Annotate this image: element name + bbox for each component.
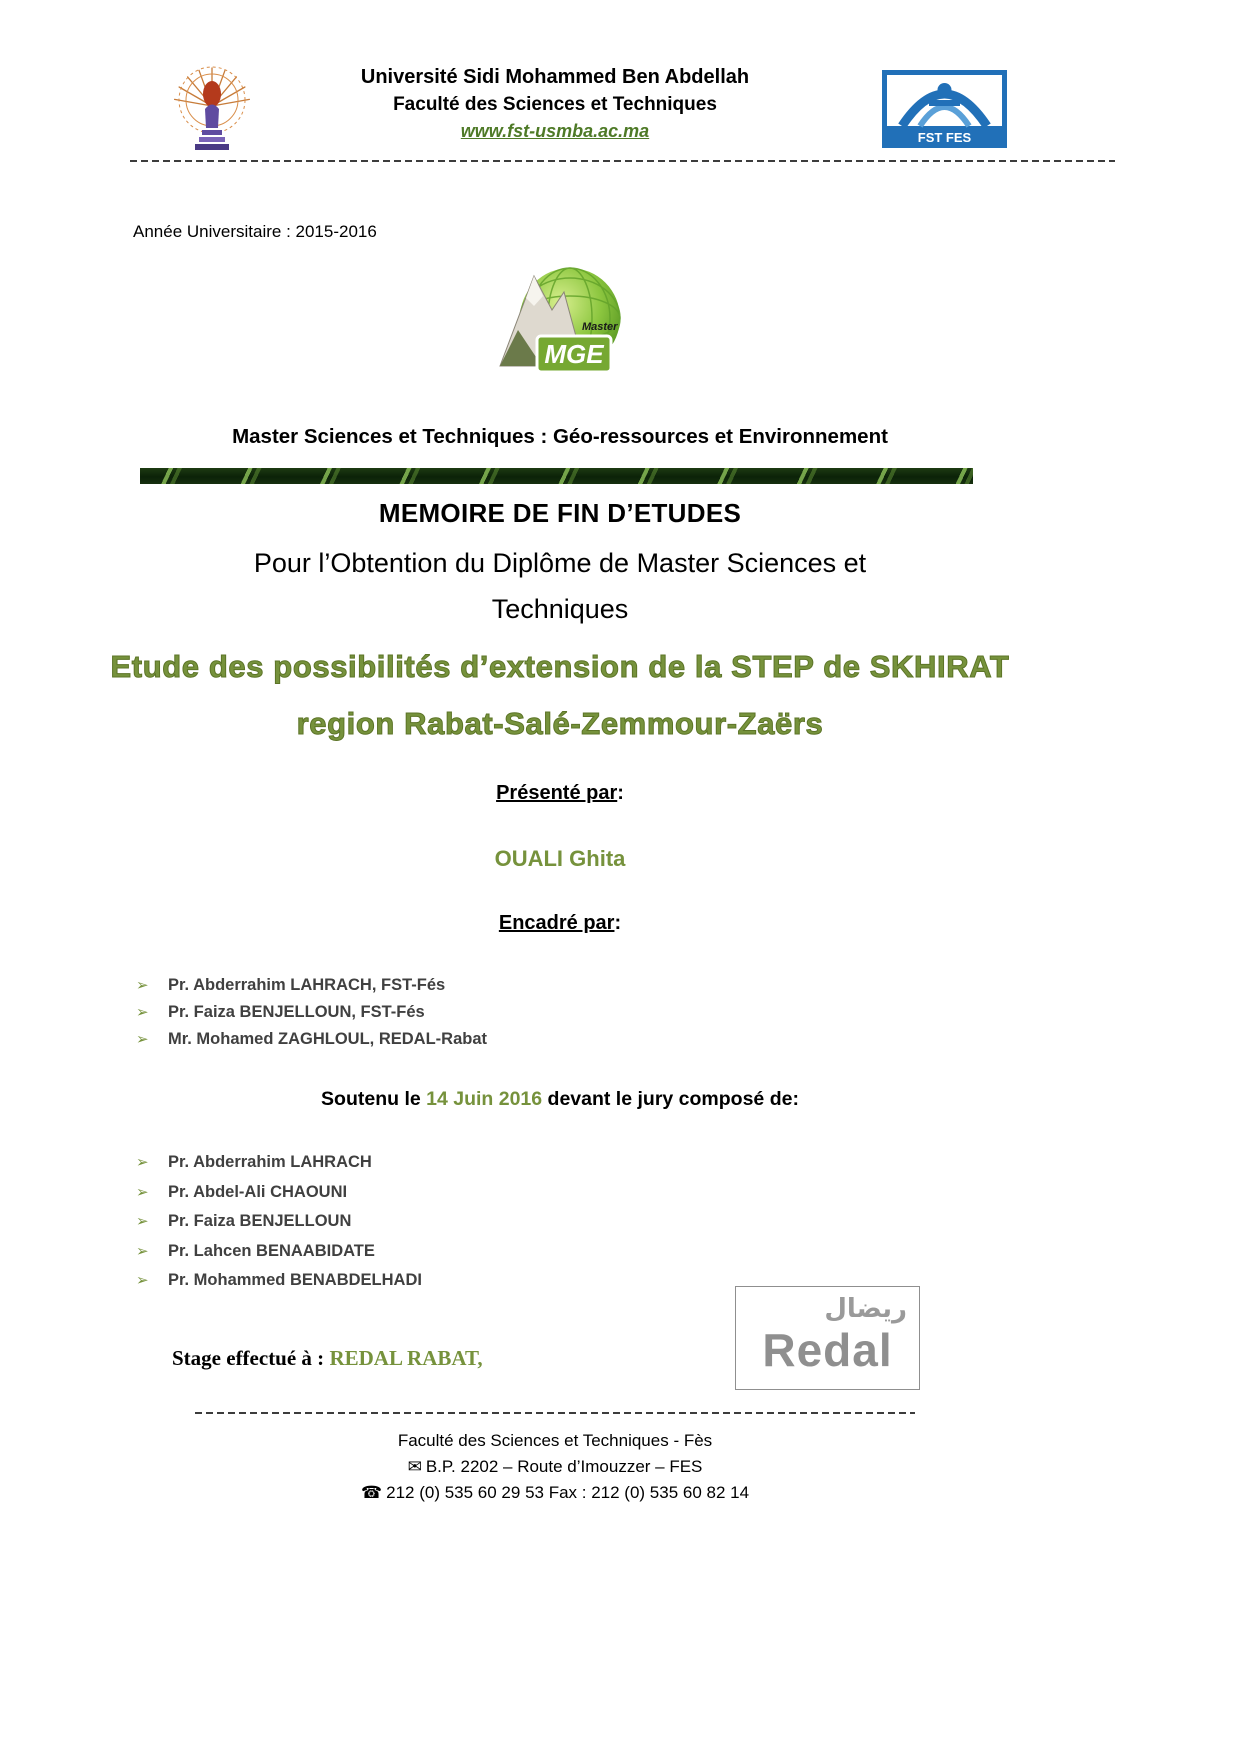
supervised-by-label: Encadré par: [498, 912, 622, 934]
program-title: Master Sciences et Techniques : Géo-ressources et Environnement [232, 425, 888, 448]
jury-list [136, 1148, 422, 1296]
defense-statement: Soutenu le 14 Juin 2016 devant le jury composé de: [321, 1088, 799, 1110]
thesis-title-line1: Etude des possibilités d’extension de la STEP de SKHIRAT [110, 649, 1010, 684]
supervisor-name: Mr. Mohamed ZAGHLOUL, REDAL-Rabat [168, 1030, 488, 1048]
arrow-bullet-icon: ➢ [136, 1272, 149, 1289]
supervisor-name: Pr. Abderrahim LAHRACH, FST-Fés [168, 976, 446, 994]
footer-phone-line: ☎ 212 (0) 535 60 29 53 Fax : 212 (0) 535 60 82 14 [360, 1483, 750, 1502]
list-item [136, 1026, 487, 1053]
faculty-name: Faculté des Sciences et Techniques [393, 94, 717, 115]
redal-logo [735, 1286, 920, 1390]
jury-member-name: Pr. Lahcen BENAABIDATE [168, 1241, 375, 1260]
section-divider-bar [140, 468, 973, 484]
list-item [136, 972, 487, 999]
footer-address-line: ✉ B.P. 2202 – Route d’Imouzzer – FES [407, 1457, 703, 1476]
memoire-subtitle-line2: Techniques [491, 594, 629, 624]
website-link[interactable]: www.fst-usmba.ac.ma [460, 121, 650, 141]
list-item [136, 1266, 422, 1296]
arrow-bullet-icon: ➢ [136, 1213, 149, 1230]
footer [0, 1428, 1110, 1506]
jury-member-name: Pr. Abderrahim LAHRACH [168, 1153, 372, 1171]
jury-member-name: Pr. Mohammed BENABDELHADI [168, 1271, 422, 1289]
university-name: Université Sidi Mohammed Ben Abdellah [360, 66, 750, 88]
thesis-title [0, 638, 1120, 752]
jury-member-name: Pr. Abdel-Ali CHAOUNI [168, 1182, 348, 1201]
master-mge-logo [482, 258, 632, 400]
header-institution-block [180, 64, 930, 146]
arrow-bullet-icon: ➢ [136, 1004, 149, 1021]
list-item [136, 1148, 422, 1178]
arrow-bullet-icon: ➢ [136, 1183, 149, 1201]
memoire-subtitle-line1: Pour l’Obtention du Diplôme de Master Sciences et [253, 548, 867, 578]
supervisor-name: Pr. Faiza BENJELLOUN, FST-Fés [168, 1003, 425, 1021]
footer-divider [195, 1412, 915, 1414]
phone-icon: ☎ [360, 1483, 383, 1502]
jury-member-name: Pr. Faiza BENJELLOUN [168, 1212, 352, 1230]
mge-master-label: Master [582, 321, 618, 333]
arrow-bullet-icon: ➢ [136, 1242, 149, 1260]
list-item [136, 999, 487, 1026]
thesis-title-line2: region Rabat-Salé-Zemmour-Zaërs [296, 706, 824, 741]
header-divider [130, 160, 1115, 162]
redal-arabic-text: ريضال [824, 1293, 907, 1323]
supervisors-list [136, 972, 487, 1053]
footer-faculty-line: Faculté des Sciences et Techniques - Fès [397, 1431, 713, 1450]
list-item [136, 1178, 422, 1208]
list-item [136, 1207, 422, 1237]
memoire-heading: MEMOIRE DE FIN D’ETUDES [378, 498, 742, 528]
arrow-bullet-icon: ➢ [136, 1154, 149, 1171]
student-name: OUALI Ghita [494, 846, 626, 871]
memoire-subtitle [0, 540, 1120, 632]
redal-latin-text: Redal [762, 1324, 893, 1376]
internship-note: Stage effectué à : REDAL RABAT, [172, 1346, 483, 1370]
fst-fes-logo [882, 70, 1007, 148]
internship-company: REDAL RABAT, [329, 1346, 483, 1370]
defense-date: 14 Juin 2016 [426, 1088, 543, 1110]
mail-icon: ✉ [407, 1457, 422, 1476]
fst-logo-label: FST FES [917, 130, 972, 145]
presented-by-label: Présenté par: [496, 782, 624, 804]
list-item [136, 1237, 422, 1267]
academic-year-text: Année Universitaire : 2015-2016 [133, 222, 377, 241]
arrow-bullet-icon: ➢ [136, 977, 149, 994]
arrow-bullet-icon: ➢ [136, 1031, 149, 1048]
mge-acronym-label: MGE [544, 339, 604, 369]
